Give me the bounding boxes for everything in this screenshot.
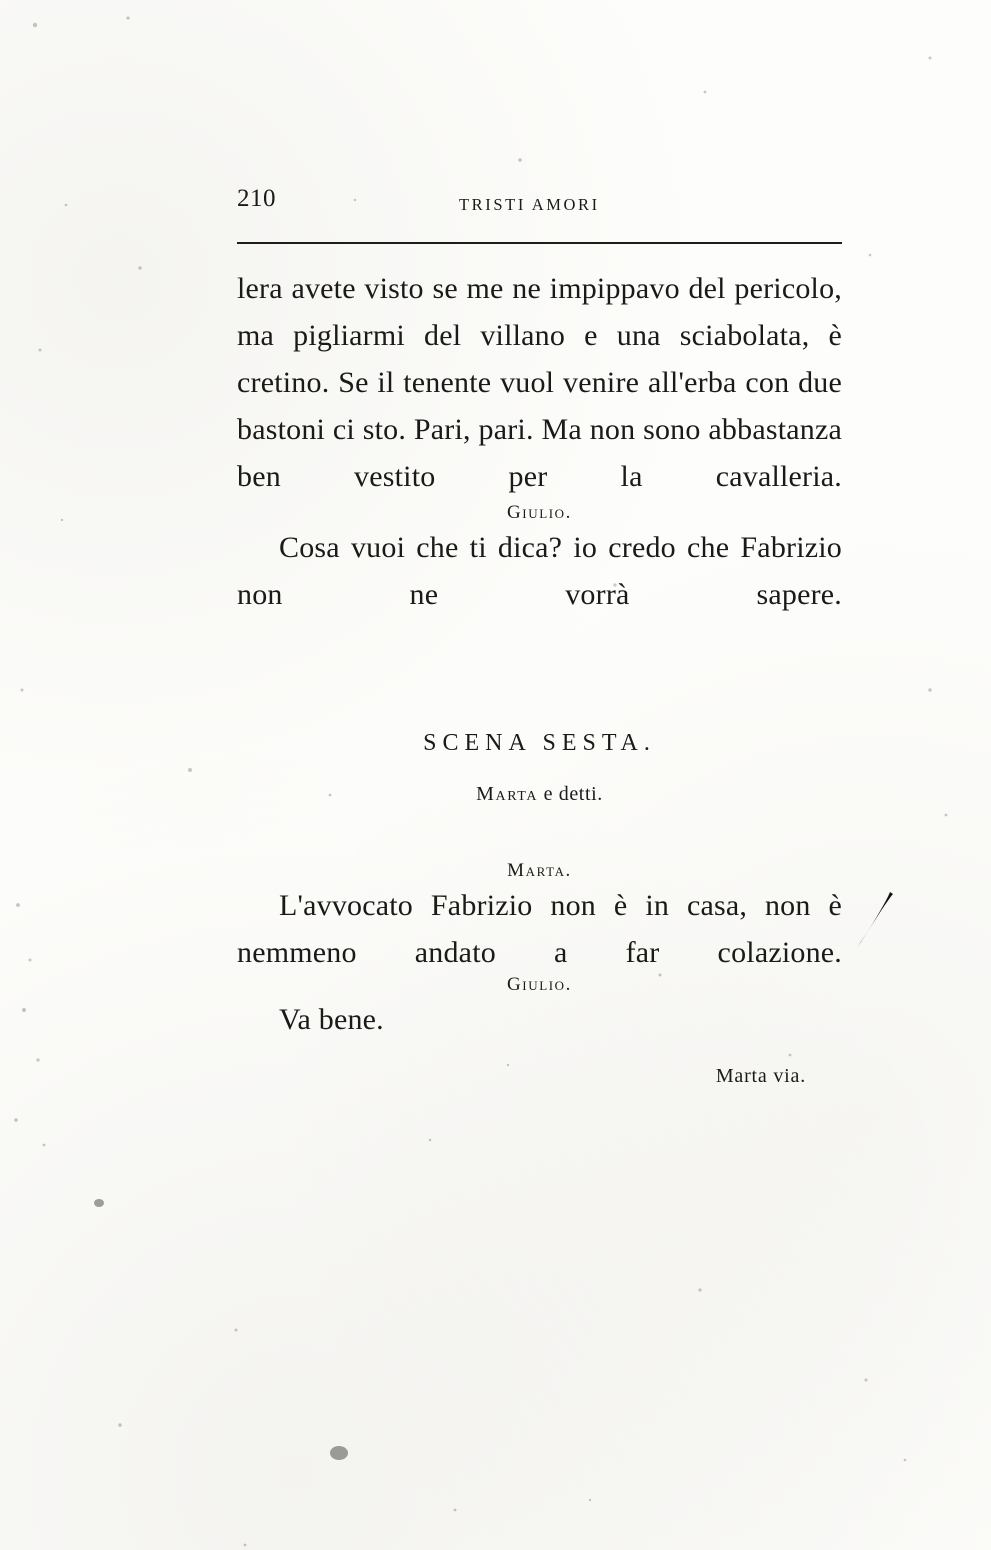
scene-cast-name: Marta (476, 783, 539, 805)
header-rule (237, 242, 842, 244)
paragraph-giulio-2: Va bene. (279, 1003, 384, 1036)
scene-cast-list (237, 783, 842, 806)
body-text (237, 265, 842, 1088)
page-number: 210 (237, 185, 276, 212)
speaker-giulio-1: Giulio. (506, 502, 573, 523)
scene-heading: SCENA SESTA. (423, 730, 656, 756)
stage-direction: Marta via. (715, 1065, 806, 1087)
page-content (237, 0, 842, 1088)
paragraph-giulio-1: Cosa vuoi che ti dica? io credo che Fabrizio non ne vorrà sapere. (237, 531, 842, 611)
running-head (237, 185, 842, 229)
pen-stroke-icon (849, 890, 895, 952)
speaker-giulio-2: Giulio. (506, 974, 573, 995)
paragraph-marta-1: L'avvocato Fabrizio non è in casa, non è nemmeno andato a far colazione. (237, 889, 842, 969)
speaker-marta-1: Marta. (507, 860, 572, 881)
running-title: TRISTI AMORI (459, 195, 600, 214)
paragraph-continuation: lera avete visto se me ne impippavo del pericolo, ma pigliarmi del villano e una sciabolata, è cretino. Se il tenente vuol venire all'erba con due bastoni ci sto. Pari, pari. Ma non sono abbastanza ben vestito per la cavalleria. (237, 272, 842, 493)
scene-cast-rest: e detti. (538, 783, 603, 805)
